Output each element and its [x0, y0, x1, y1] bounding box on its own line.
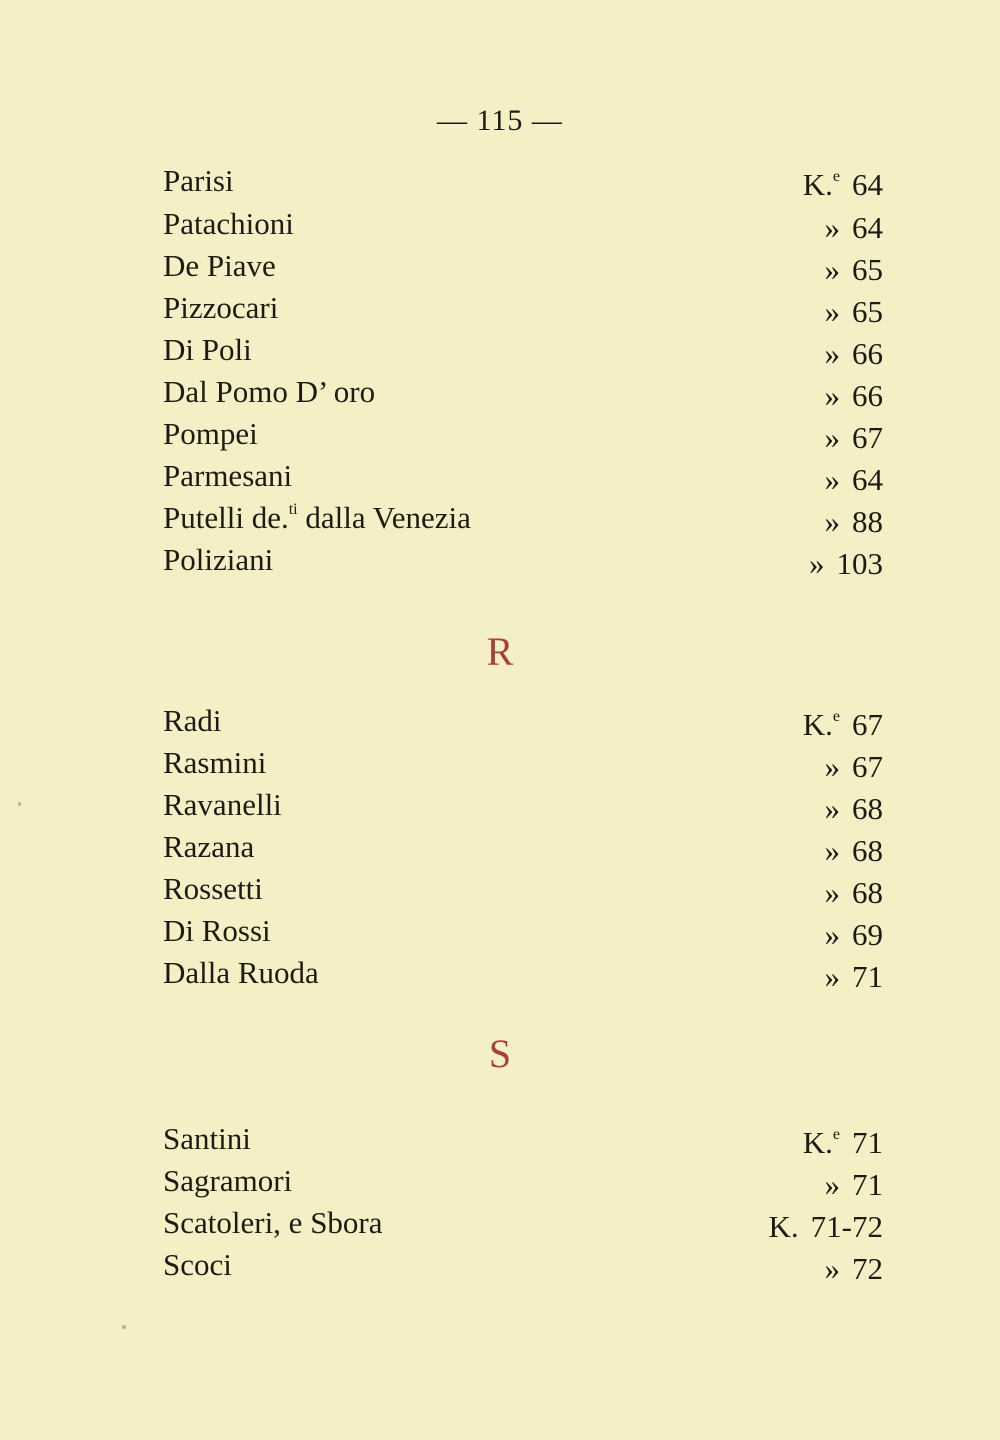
reference-mark: » — [824, 749, 840, 784]
entry-reference — [825, 501, 884, 543]
index-entry — [163, 413, 883, 455]
reference-mark: » — [809, 546, 825, 581]
entry-reference — [803, 704, 883, 746]
index-entry — [163, 245, 883, 287]
entry-reference — [825, 207, 884, 249]
reference-number: 69 — [852, 917, 883, 952]
reference-mark: » — [824, 336, 840, 371]
paper-speck — [18, 802, 21, 806]
entry-name: Dalla Ruoda — [163, 955, 319, 990]
entry-name: Scoci — [163, 1247, 232, 1282]
entry-name: De Piave — [163, 248, 276, 283]
reference-number: 64 — [852, 210, 883, 245]
entry-name — [163, 497, 471, 539]
index-entry — [163, 1118, 883, 1160]
entry-reference — [803, 1122, 883, 1164]
entry-reference — [825, 417, 884, 459]
index-entry — [163, 784, 883, 826]
reference-number: 67 — [852, 707, 883, 742]
entry-reference — [825, 914, 884, 956]
entry-name: Patachioni — [163, 206, 294, 241]
index-entry — [163, 868, 883, 910]
index-entry — [163, 952, 883, 994]
entry-reference — [825, 459, 884, 501]
reference-number: 68 — [852, 875, 883, 910]
entry-name: Razana — [163, 829, 255, 864]
reference-mark: » — [824, 791, 840, 826]
index-entry — [163, 1160, 883, 1202]
reference-mark: » — [824, 504, 840, 539]
index-entry — [163, 826, 883, 868]
entry-reference — [825, 830, 884, 872]
paper-speck — [122, 1325, 126, 1329]
index-entry — [163, 455, 883, 497]
entry-name-part: Putelli de. — [163, 500, 289, 535]
entry-reference — [825, 956, 884, 998]
entry-name: Dal Pomo D’ oro — [163, 374, 376, 409]
entry-name-part: dalla Venezia — [297, 500, 471, 535]
reference-number: 66 — [852, 378, 883, 413]
reference-mark: K.$^e$ — [802, 707, 840, 742]
reference-number: 72 — [852, 1251, 883, 1286]
reference-number: 65 — [852, 252, 883, 287]
reference-number: 64 — [852, 167, 883, 202]
entry-reference — [825, 872, 884, 914]
section-letter: S — [488, 1031, 512, 1076]
reference-mark-superscript: e — [832, 1126, 840, 1143]
index-entry — [163, 742, 883, 784]
reference-mark: » — [824, 462, 840, 497]
entry-name: Di Rossi — [163, 913, 271, 948]
entry-name: Parmesani — [163, 458, 293, 493]
section-letter: R — [486, 629, 514, 674]
reference-number: 103 — [836, 546, 883, 581]
reference-number: 67 — [852, 749, 883, 784]
reference-number: 65 — [852, 294, 883, 329]
reference-number: 66 — [852, 336, 883, 371]
entry-reference — [825, 291, 884, 333]
entry-reference — [769, 1206, 883, 1248]
reference-mark: K.$^e$ — [802, 167, 840, 202]
entry-reference — [803, 164, 883, 206]
index-entry — [163, 910, 883, 952]
entry-name: Sagramori — [163, 1163, 293, 1198]
entry-reference — [825, 1248, 884, 1290]
entry-reference — [825, 788, 884, 830]
entry-name: Ravanelli — [163, 787, 282, 822]
page-number: — 115 — — [437, 104, 563, 137]
entry-name: Pompei — [163, 416, 258, 451]
reference-mark: » — [824, 252, 840, 287]
reference-mark: » — [824, 875, 840, 910]
reference-mark: » — [824, 959, 840, 994]
index-entry — [163, 287, 883, 329]
reference-mark: K.$^e$ — [802, 1125, 840, 1160]
entry-name: Rossetti — [163, 871, 263, 906]
entry-name-superscript: ti — [288, 501, 298, 518]
index-entry — [163, 203, 883, 245]
reference-mark: » — [824, 833, 840, 868]
index-entry — [163, 1244, 883, 1286]
reference-mark: » — [824, 420, 840, 455]
entry-name: Scatoleri, e Sbora — [163, 1205, 383, 1240]
index-entry — [163, 160, 883, 202]
index-entry — [163, 497, 883, 539]
entry-reference — [809, 543, 883, 585]
reference-mark: » — [824, 1167, 840, 1202]
entry-reference — [825, 1164, 884, 1206]
reference-number: 67 — [852, 420, 883, 455]
entry-name: Pizzocari — [163, 290, 279, 325]
reference-mark-superscript: e — [832, 168, 840, 185]
reference-number: 68 — [852, 791, 883, 826]
entry-name: Parisi — [163, 163, 234, 198]
entry-reference — [825, 375, 884, 417]
reference-number: 64 — [852, 462, 883, 497]
entry-reference — [825, 746, 884, 788]
reference-mark: » — [824, 378, 840, 413]
reference-number: 88 — [852, 504, 883, 539]
entry-name: Rasmini — [163, 745, 267, 780]
entry-name: Poliziani — [163, 542, 274, 577]
reference-mark: » — [824, 917, 840, 952]
reference-mark: » — [824, 1251, 840, 1286]
entry-name: Di Poli — [163, 332, 252, 367]
reference-number: 68 — [852, 833, 883, 868]
entry-reference — [825, 333, 884, 375]
index-entry — [163, 700, 883, 742]
reference-number: 71-72 — [810, 1209, 883, 1244]
entry-name: Santini — [163, 1121, 251, 1156]
reference-mark: » — [824, 294, 840, 329]
entry-reference — [825, 249, 884, 291]
reference-number: 71 — [852, 1125, 883, 1160]
reference-mark-superscript: e — [832, 708, 840, 725]
entry-name: Radi — [163, 703, 222, 738]
index-entry — [163, 539, 883, 581]
reference-number: 71 — [852, 1167, 883, 1202]
reference-number: 71 — [852, 959, 883, 994]
index-entry — [163, 371, 883, 413]
reference-mark: » — [824, 210, 840, 245]
reference-mark: K. — [768, 1209, 799, 1244]
index-entry — [163, 1202, 883, 1244]
index-entry — [163, 329, 883, 371]
